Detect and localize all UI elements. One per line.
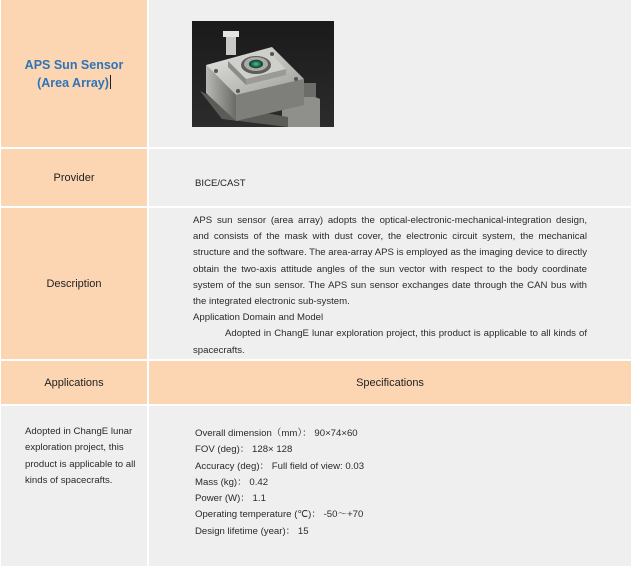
spec-overall-dimension: Overall dimension（mm）： 90×74×60 xyxy=(195,428,358,439)
provider-value: BICE/CAST xyxy=(195,178,246,189)
spec-accuracy: Accuracy (deg)： Full field of view: 0.03 xyxy=(195,460,365,472)
applications-header: Applications xyxy=(44,376,104,389)
applications-cell xyxy=(1,406,147,566)
details-row xyxy=(0,406,632,566)
description-paragraph: APS sun sensor (area array) adopts the optical-electronic-mechanical-integration design, and consists of the mask with dust cover, the electronic circuit system, the mechanical structure and the software. The area-array APS is employed as the imaging device to directly obtain the two-axis attitude angles of the sun vector with respect to the body coordinate system of the sun sensor. The APS sun sensor exchanges date through the CAN bus with the integrated electronic sub-system. xyxy=(193,215,587,308)
applications-text: Adopted in ChangE lunar exploration project, this product is applicable to all kinds of spacecrafts. xyxy=(25,426,136,486)
description-text xyxy=(193,213,587,359)
spec-mass: Mass (kg)： 0.42 xyxy=(195,476,269,488)
spec-design-lifetime: Design lifetime (year)： 15 xyxy=(195,525,309,537)
specifications-cell xyxy=(149,406,631,566)
description-value-cell xyxy=(149,208,631,359)
spec-power: Power (W)： 1.1 xyxy=(195,493,266,505)
provider-value-cell xyxy=(149,149,631,206)
description-label-cell xyxy=(1,208,147,359)
section-header-row xyxy=(0,361,632,404)
description-row xyxy=(0,208,632,359)
specifications-header: Specifications xyxy=(356,376,424,389)
provider-label-cell xyxy=(1,149,147,206)
title-row xyxy=(0,0,632,147)
product-title-cell xyxy=(1,0,147,147)
product-title[interactable] xyxy=(25,56,124,92)
spec-fov: FOV (deg)： 128× 128 xyxy=(195,444,293,456)
spec-operating-temperature: Operating temperature (℃)： -50～+70 xyxy=(195,509,364,521)
specifications-list xyxy=(195,426,364,540)
specifications-header-cell xyxy=(149,361,631,404)
product-title-line1: APS Sun Sensor xyxy=(24,57,124,72)
product-title-line2: (Area Array) xyxy=(37,75,109,90)
applications-header-cell xyxy=(1,361,147,404)
description-label: Description xyxy=(46,277,102,290)
text-cursor xyxy=(110,75,111,89)
sun-sensor-photo xyxy=(192,21,334,127)
photo-cell xyxy=(149,0,631,147)
application-domain-text: Adopted in ChangE lunar exploration project, this product is applicable to all kinds of spacecrafts. xyxy=(193,328,587,356)
provider-label: Provider xyxy=(53,171,95,184)
provider-row xyxy=(0,149,632,206)
application-domain-heading: Application Domain and Model xyxy=(193,312,324,324)
